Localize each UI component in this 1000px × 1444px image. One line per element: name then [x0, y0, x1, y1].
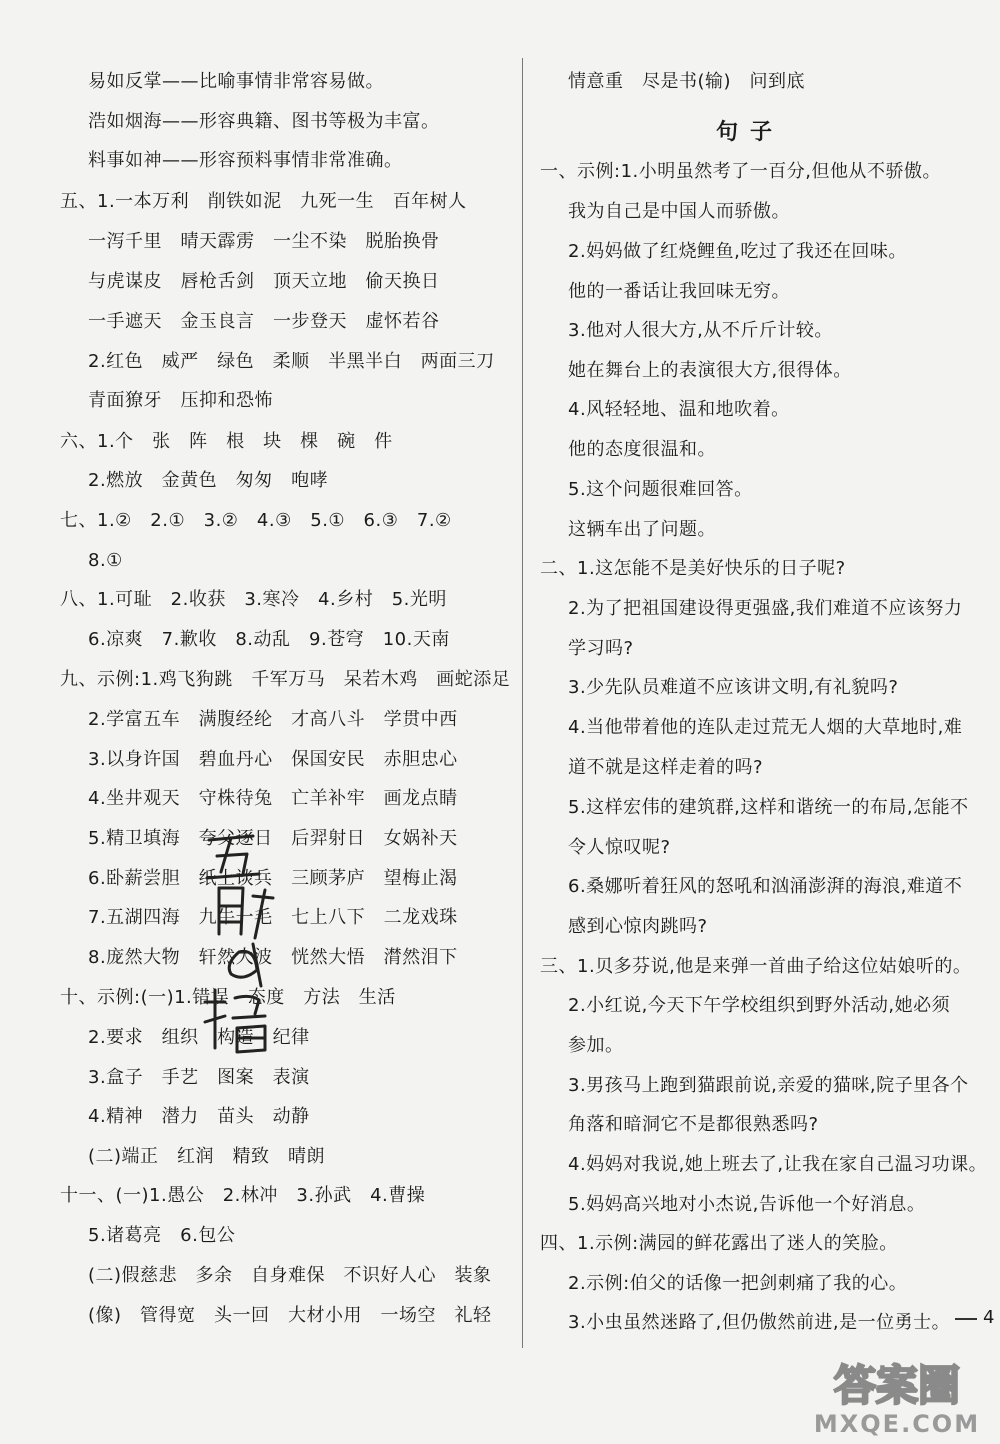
- text-line: 2.红色 威严 绿色 柔顺 半黑半白 两面三刀: [88, 351, 495, 372]
- text-line: 2.燃放 金黄色 匆匆 咆哮: [88, 470, 329, 491]
- text-line: 三、1.贝多芬说,他是来弹一首曲子给这位姑娘听的。: [540, 956, 972, 977]
- text-line: 八、1.可耻 2.收获 3.寒冷 4.乡村 5.光明: [60, 589, 447, 610]
- text-line: 角落和暗洞它不是都很熟悉吗?: [568, 1114, 819, 1135]
- text-line: (二)假慈悲 多余 自身难保 不识好人心 装象: [88, 1265, 492, 1286]
- text-line: 8.①: [88, 550, 123, 571]
- text-line: 6.卧薪尝胆 纸上谈兵 三顾茅庐 望梅止渴: [88, 868, 458, 889]
- text-line: 5.这样宏伟的建筑群,这样和谐统一的布局,怎能不: [568, 797, 969, 818]
- text-line: 4.精神 潜力 苗头 动静: [88, 1106, 310, 1127]
- text-line: 5.诸葛亮 6.包公: [88, 1225, 236, 1246]
- text-line: 感到心惊肉跳吗?: [568, 916, 708, 937]
- text-line: 2.要求 组织 构造 纪律: [88, 1027, 310, 1048]
- text-line: 浩如烟海——形容典籍、图书等极为丰富。: [88, 111, 440, 132]
- text-line: 这辆车出了问题。: [568, 519, 716, 540]
- handwriting-annotation: [195, 826, 285, 1066]
- text-line: 六、1.个 张 阵 根 块 棵 碗 件: [60, 431, 393, 452]
- text-line: 九、示例:1.鸡飞狗跳 千军万马 呆若木鸡 画蛇添足: [60, 669, 511, 690]
- text-line: 2.示例:伯父的话像一把剑刺痛了我的心。: [568, 1273, 908, 1294]
- text-line: 七、1.② 2.① 3.② 4.③ 5.① 6.③ 7.②: [60, 510, 452, 531]
- text-line: 4.妈妈对我说,她上班去了,让我在家自己温习功课。: [568, 1154, 988, 1175]
- text-line: 令人惊叹呢?: [568, 837, 671, 858]
- text-line: 十一、(一)1.愚公 2.林冲 3.孙武 4.曹操: [60, 1185, 426, 1206]
- text-line: 2.学富五车 满腹经纶 才高八斗 学贯中西: [88, 709, 458, 730]
- section-title: 句子: [715, 120, 784, 145]
- text-line: 4.当他带着他的连队走过荒无人烟的大草地时,难: [568, 717, 963, 738]
- text-line: 3.男孩马上跑到猫跟前说,亲爱的猫咪,院子里各个: [568, 1075, 969, 1096]
- text-line: 道不就是这样走着的吗?: [568, 757, 764, 778]
- svg-text:MXQE.COM: MXQE.COM: [813, 1410, 981, 1438]
- text-line: 十、示例:(一)1.错误 态度 方法 生活: [60, 987, 396, 1008]
- text-line: 一泻千里 晴天霹雳 一尘不染 脱胎换骨: [88, 231, 440, 252]
- text-line: 5.精卫填海 夸父逐日 后羿射日 女娲补天: [88, 828, 458, 849]
- page-number-dash: [955, 1318, 977, 1320]
- text-line: 4.坐井观天 守株待兔 亡羊补牢 画龙点睛: [88, 788, 458, 809]
- text-line: 5.这个问题很难回答。: [568, 479, 753, 500]
- text-line: 8.庞然大物 轩然大波 恍然大悟 潸然泪下: [88, 947, 458, 968]
- text-line: 她在舞台上的表演很大方,很得体。: [568, 360, 852, 381]
- text-line: 四、1.示例:满园的鲜花露出了迷人的笑脸。: [540, 1233, 898, 1254]
- text-line: 一手遮天 金玉良言 一步登天 虚怀若谷: [88, 311, 440, 332]
- text-line: 他的态度很温和。: [568, 439, 716, 460]
- text-line: 3.少先队员难道不应该讲文明,有礼貌吗?: [568, 677, 899, 698]
- text-line: 2.妈妈做了红烧鲤鱼,吃过了我还在回味。: [568, 241, 907, 262]
- text-line: 情意重 尽是书(输) 问到底: [568, 71, 806, 92]
- text-line: 5.妈妈高兴地对小杰说,告诉他一个好消息。: [568, 1194, 926, 1215]
- svg-text:答案圈: 答案圈: [833, 1361, 961, 1410]
- text-line: 3.小虫虽然迷路了,但仍傲然前进,是一位勇士。: [568, 1312, 951, 1333]
- text-line: 3.以身许国 碧血丹心 保国安民 赤胆忠心: [88, 749, 458, 770]
- text-line: 与虎谋皮 唇枪舌剑 顶天立地 偷天换日: [88, 271, 440, 292]
- text-line: (像) 管得宽 头一回 大材小用 一场空 礼轻: [88, 1305, 492, 1326]
- text-line: 二、1.这怎能不是美好快乐的日子呢?: [540, 558, 846, 579]
- text-line: 7.五湖四海 九牛一毛 七上八下 二龙戏珠: [88, 907, 458, 928]
- text-line: 3.盒子 手艺 图案 表演: [88, 1067, 310, 1088]
- page-number: 4: [983, 1307, 995, 1328]
- text-line: 参加。: [568, 1035, 624, 1056]
- text-line: 3.他对人很大方,从不斤斤计较。: [568, 320, 833, 341]
- text-line: 学习吗?: [568, 638, 634, 659]
- column-divider: [522, 58, 523, 1348]
- text-line: 青面獠牙 压抑和恐怖: [88, 390, 273, 411]
- text-line: 2.为了把祖国建设得更强盛,我们难道不应该努力: [568, 598, 963, 619]
- text-line: 他的一番话让我回味无穷。: [568, 281, 790, 302]
- text-line: 4.风轻轻地、温和地吹着。: [568, 399, 790, 420]
- text-line: 一、示例:1.小明虽然考了一百分,但他从不骄傲。: [540, 161, 941, 182]
- text-line: 2.小红说,今天下午学校组织到野外活动,她必须: [568, 995, 951, 1016]
- text-line: 易如反掌——比喻事情非常容易做。: [88, 71, 384, 92]
- text-line: (二)端正 红润 精致 晴朗: [88, 1146, 326, 1167]
- text-line: 五、1.一本万利 削铁如泥 九死一生 百年树人: [60, 191, 467, 212]
- text-line: 料事如神——形容预料事情非常准确。: [88, 150, 403, 171]
- watermark-logo: [805, 1352, 995, 1438]
- text-line: 6.桑娜听着狂风的怒吼和汹涌澎湃的海浪,难道不: [568, 876, 963, 897]
- text-line: 我为自己是中国人而骄傲。: [568, 201, 790, 222]
- text-line: 6.凉爽 7.歉收 8.动乱 9.苍穹 10.天南: [88, 629, 450, 650]
